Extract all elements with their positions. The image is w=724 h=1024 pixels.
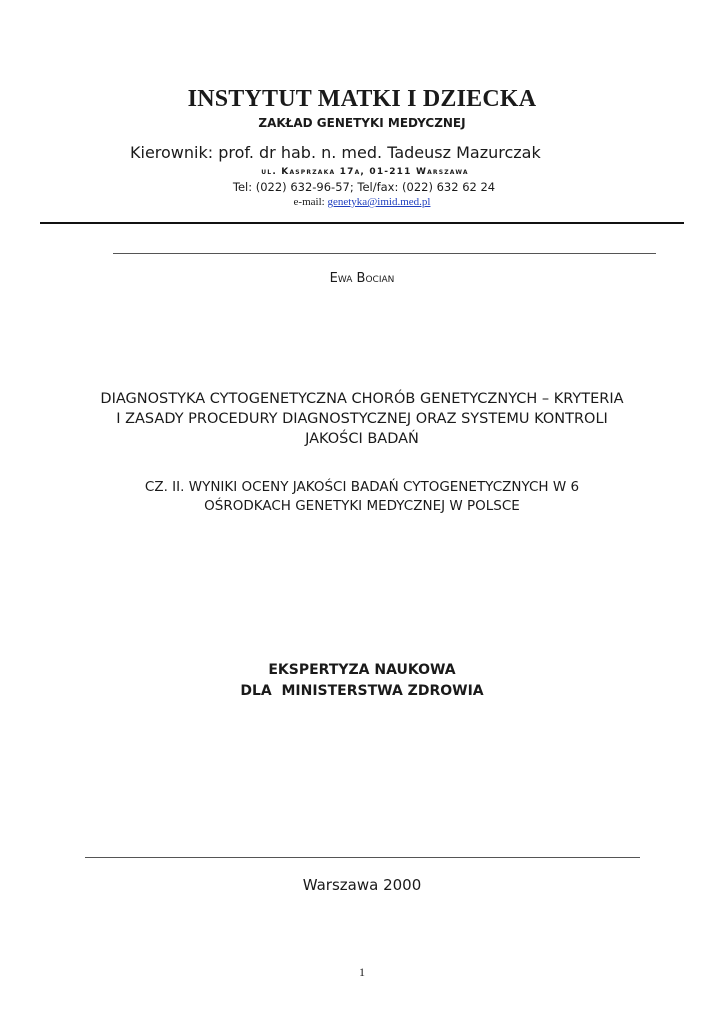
bottom-divider — [85, 857, 640, 858]
title-line: JAKOŚCI BADAŃ — [305, 431, 419, 447]
expertise-label — [0, 660, 724, 702]
place-and-year: Warszawa 2000 — [302, 876, 422, 894]
expertise-line: EKSPERTYZA NAUKOWA — [268, 662, 456, 678]
title-line: I ZASADY PROCEDURY DIAGNOSTYCZNEJ ORAZ SYSTEMU KONTROLI — [116, 411, 608, 427]
top-divider — [113, 253, 656, 254]
title-line: DIAGNOSTYKA CYTOGENETYCZNA CHORÓB GENETYCZNYCH – KRYTERIA — [100, 391, 624, 407]
department-head: Kierownik: prof. dr hab. n. med. Tadeusz Mazurczak — [130, 143, 541, 162]
author-name-text: Ewa Bocian — [329, 271, 395, 286]
document-title — [0, 389, 724, 449]
email-label: e-mail: — [293, 196, 328, 208]
email-line — [0, 196, 724, 208]
phone-numbers: Tel: (022) 632-96-57; Tel/fax: (022) 632 62 24 — [232, 180, 496, 194]
expertise-line: DLA MINISTERSTWA ZDROWIA — [240, 683, 484, 699]
header-divider — [40, 222, 684, 224]
email-link[interactable]: genetyka@imid.med.pl — [327, 196, 431, 208]
address: ul. Kasprzaka 17a, 01-211 Warszawa — [261, 167, 469, 177]
document-subtitle — [0, 478, 724, 516]
department-name: ZAKŁAD GENETYKI MEDYCZNEJ — [258, 116, 466, 130]
institute-name: INSTYTUT MATKI I DZIECKA — [187, 86, 537, 112]
author-name — [0, 271, 724, 286]
page-number: 1 — [359, 965, 365, 979]
subtitle-line: OŚRODKACH GENETYKI MEDYCZNEJ W POLSCE — [204, 498, 520, 514]
subtitle-line: CZ. II. WYNIKI OCENY JAKOŚCI BADAŃ CYTOGENETYCZNYCH W 6 — [144, 479, 580, 495]
